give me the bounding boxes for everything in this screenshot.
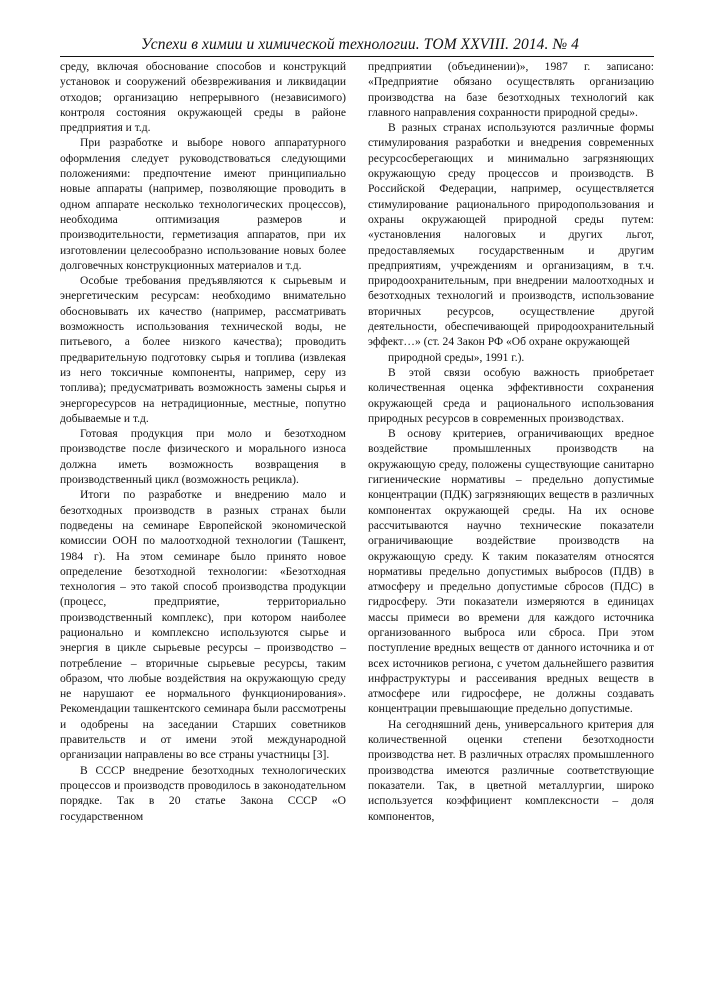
paragraph: Особые требования предъявляются к сырьевым и энергетическим ресурсам: необходимо внимательно обосновывать их качество (например, рассматривать возможность использования технической воды, не питьевого, а более низкого качества); проводить предварительную подготовку сырья и топлива (извлекая из него токсичные компоненты, например, серу из топлива); предусматривать возможность замены сырья и энергоресурсов на нетрадиционные, местные, попутно добываемые и т.д. — [60, 275, 346, 425]
paragraph: На сегодняшний день, универсального критерия для количественной оценки степени безотходности производства нет. В различных отраслях промышленного производства имеются различные соответствующие показатели. Так, в цветной металлургии, широко используется коэффициент комплексности – доля компонентов, — [368, 718, 654, 823]
paragraph: Итоги по разработке и внедрению мало и безотходных производств в разных странах были подведены на семинаре Европейской экономической комиссии ООН по малоотходной технологии (Ташкент, 1984 г). На этом семинаре было принято новое определение безотходной технологии: «Безотходная технология – это такой способ производства продукции (процесс, предприятие, территориально производственный комплекс), при котором наиболее рационально и комплексно используются сырье и энергия в цикле сырьевые ресурсы – производство – потребление – вторичные сырьевые ресурсы, таким образом, что любые воздействия на окружающую среду не нарушают ее нормального функционирования». Рекомендации ташкентского семинара были рассмотрены и одобрены на заседании Старших советников правительств и от имени этой международной организации направлены во все страны участницы [3]. — [60, 489, 346, 762]
paragraph: среду, включая обоснование способов и конструкций установок и сооружений обезвреживания и ликвидации отходов; организацию непрерывного (независимого) контроля состояния окружающей среды в районе предприятия и т.д. — [60, 61, 346, 135]
paragraph: В основу критериев, ограничивающих вредное воздействие промышленных производств на окружающую среду, положены существующие санитарно гигиенические нормативы – предельно допустимые концентрации (ПДК) загрязняющих веществ в различных компонентах окружающей среды. На их основе рассчитываются научно технические показатели ограничивающие воздействие производств на окружающую среду. К таким показателям относятся нормативы предельно допустимых выбросов (ПДВ) в атмосферу и предельно допустимые сбросов (ПДС) в гидросферу. Эти показатели измеряются в единицах массы примеси во времени для каждого источника организованного выброса или сброса. При этом поступление вредных веществ от данного источника и от всех источников региона, с учетом дальнейшего развития инфраструктуры и рассеивания вредных веществ в атмосфере или гидросфере, не должны создавать концентрации превышающие предельно допустимые. — [368, 428, 654, 716]
paragraph: При разработке и выборе нового аппаратурного оформления следует руководствоваться следующими положениями: предпочтение имеют принципиально новые аппараты (например, позволяющие проводить в одном аппарате несколько технологических процессов), необходима оптимизация размеров и производительности, герметизация аппаратов, при их изготовлении целесообразно использование новых более долговечных конструкционных материалов и т.д. — [60, 137, 346, 272]
paragraph: Готовая продукция при моло и безотходном производстве после физического и морального износа должна иметь возможность возвращения в производственный цикл (возможность рецикла). — [60, 428, 346, 487]
paragraph: В этой связи особую важность приобретает количественная оценка эффективности сохранения окружающей среда и рационального использования природных ресурсов в современных производствах. — [368, 366, 654, 425]
left-column — [60, 60, 346, 825]
paragraph: предприятии (объединении)», 1987 г. записано: «Предприятие обязано осуществлять организацию производства на базе безотходных технологий как главного направления сохранности природной среды». — [368, 61, 654, 119]
header-rule — [60, 56, 654, 57]
paragraph: В разных странах используются различные формы стимулирования разработки и внедрения современных ресурсосберегающих и минимально загрязняющих окружающую среду процессов и производств. В Российской Федерации, например, осуществляется стимулирование рационального природопользования и охраны окружающей природной среды путем: «установления налоговых и других льгот, предоставляемых государственным и другим предприятиям, учреждениям и организациям, в т.ч. природоохранительным, при внедрении малоотходных и безотходных технологий и производств, использование вторичных ресурсов, осуществление другой деятельности, обеспечивающей природоохранительный эффект…» (ст. 24 Закон РФ «Об охране окружающей — [368, 122, 654, 349]
paragraph: природной среды», 1991 г.). — [388, 351, 525, 364]
running-header: Успехи в химии и химической технологии. ТОМ XXVIII. 2014. № 4 — [140, 36, 580, 53]
paragraph: В СССР внедрение безотходных технологических процессов и производств проводилось в законодательном порядке. Так в 20 статье Закона СССР «О государственном — [60, 764, 346, 823]
right-column — [368, 60, 654, 825]
